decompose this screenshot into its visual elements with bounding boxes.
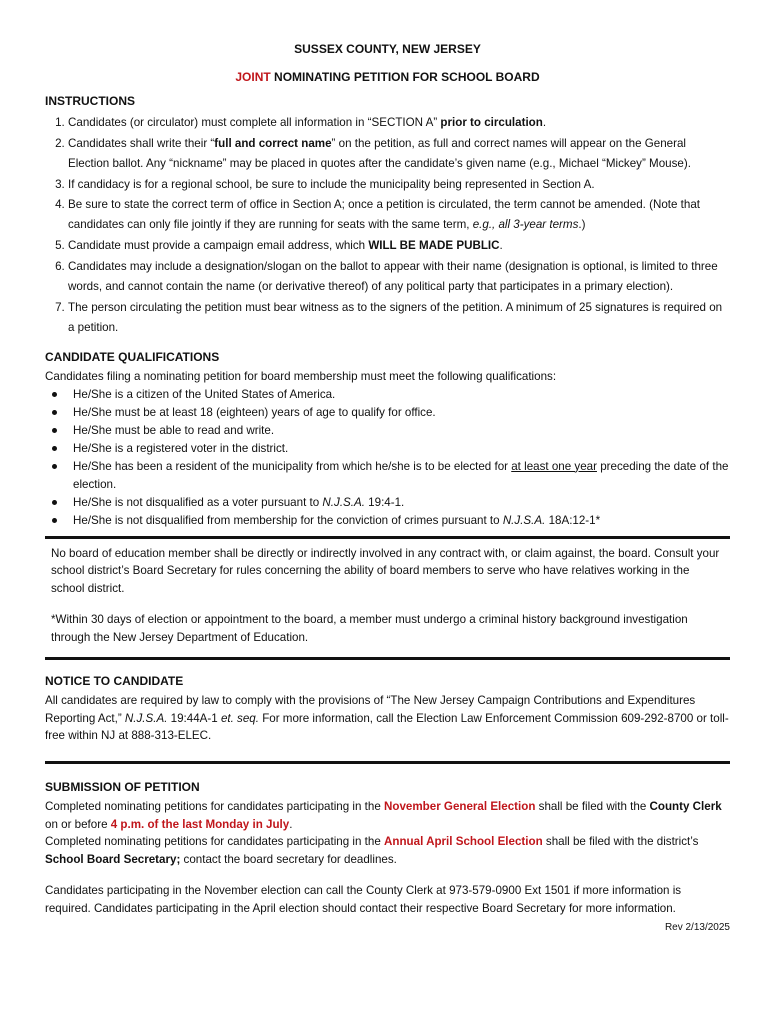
notice-heading: NOTICE TO CANDIDATE [45,673,184,688]
submission-heading: SUBMISSION OF PETITION [45,779,200,794]
list-item: He/She is a citizen of the United States of America. [45,386,730,404]
november-filing-text: Completed nominating petitions for candidates participating in the November General Election shall be filed with the County Clerk on or before 4 p.m. of the last Monday in July. [45,799,722,831]
bullet-icon [52,410,57,415]
bullet-icon [52,518,57,523]
notice-section [45,672,730,745]
section-divider [45,657,730,660]
list-item: He/She is not disqualified as a voter pursuant to N.J.S.A. 19:4-1. [45,494,730,512]
instructions-section [45,92,730,338]
board-member-notes [45,539,730,657]
list-item: 5. Candidate must provide a campaign email address, which WILL BE MADE PUBLIC. [68,236,730,256]
list-item: He/She must be at least 18 (eighteen) years of age to qualify for office. [45,404,730,422]
petition-instructions-page [45,40,730,935]
bullet-icon [52,428,57,433]
list-item: 2. Candidates shall write their “full and correct name” on the petition, as full and correct names will appear on the General Election ballot. Any “nickname” may be placed in quotes after the candidate’s given name (e.g., Michael “Mickey” Mouse). [68,134,730,174]
revision-date: Rev 2/13/2025 [664,921,730,933]
list-item: 6. Candidates may include a designation/slogan on the ballot to appear with their name (designation is optional, is limited to three words, and cannot contain the name (or derivative thereof) of any political party that participates in a primary election). [68,257,730,297]
county-title: SUSSEX COUNTY, NEW JERSEY [294,42,481,56]
list-item: 4. Be sure to state the correct term of office in Section A; once a petition is circulated, the term cannot be amended. (Note that candidates can only file jointly if they are running for seats with the same term, e.g., all 3-year terms.) [68,195,730,235]
qualifications-list [45,386,730,530]
qualifications-heading: CANDIDATE QUALIFICATIONS [45,350,220,365]
list-item: 1. Candidates (or circulator) must complete all information in “SECTION A” prior to circulation. [68,113,730,133]
bullet-icon [52,392,57,397]
qualifications-section [45,348,730,530]
bullet-icon [52,446,57,451]
list-item: He/She is not disqualified from membership for the conviction of crimes pursuant to N.J.S.A. 18A:12-1* [45,512,730,530]
section-divider [45,761,730,764]
list-item: He/She must be able to read and write. [45,422,730,440]
contract-note: No board of education member shall be directly or indirectly involved in any contract with, or claim against, the board. Consult your school district’s Board Secretary for rules concerning the ability of board members to serve who have relatives working in the school district. [51,546,720,595]
list-item: 7. The person circulating the petition must bear witness as to the signers of the petition. A minimum of 25 signatures is required on a petition. [68,298,730,338]
bullet-icon [52,500,57,505]
qualifications-intro: Candidates filing a nominating petition for board membership must meet the following qualifications: [45,370,557,384]
instructions-heading: INSTRUCTIONS [45,94,135,109]
petition-title: JOINT NOMINATING PETITION FOR SCHOOL BOARD [235,70,540,85]
list-item: He/She has been a resident of the municipality from which he/she is to be elected for at least one year preceding the date of the election. [45,458,730,494]
joint-label: JOINT [235,70,271,85]
instructions-list [45,113,730,338]
notice-text: All candidates are required by law to comply with the provisions of “The New Jersey Campaign Contributions and Expenditures Reporting Act,” N.J.S.A. 19:44A-1 et. seq. For more information, call the Election Law Enforcement Commission 609-292-8700 or toll-free within NJ at 888-313-ELEC. [45,693,729,743]
submission-section [45,778,730,918]
contact-info-text: Candidates participating in the November election can call the County Clerk at 973-579-0900 Ext 1501 if more information is required. Candidates participating in the April election should contact their respective Board Secretary for more information. [45,884,682,915]
april-filing-text: Completed nominating petitions for candidates participating in the Annual April School Election shall be filed with the district’s School Board Secretary; contact the board secretary for deadlines. [45,835,699,866]
list-item: 3. If candidacy is for a regional school, be sure to include the municipality being represented in Section A. [68,175,730,195]
bullet-icon [52,464,57,469]
list-item: He/She is a registered voter in the district. [45,440,730,458]
background-check-note: *Within 30 days of election or appointment to the board, a member must undergo a criminal history background investigation through the New Jersey Department of Education. [51,613,688,645]
